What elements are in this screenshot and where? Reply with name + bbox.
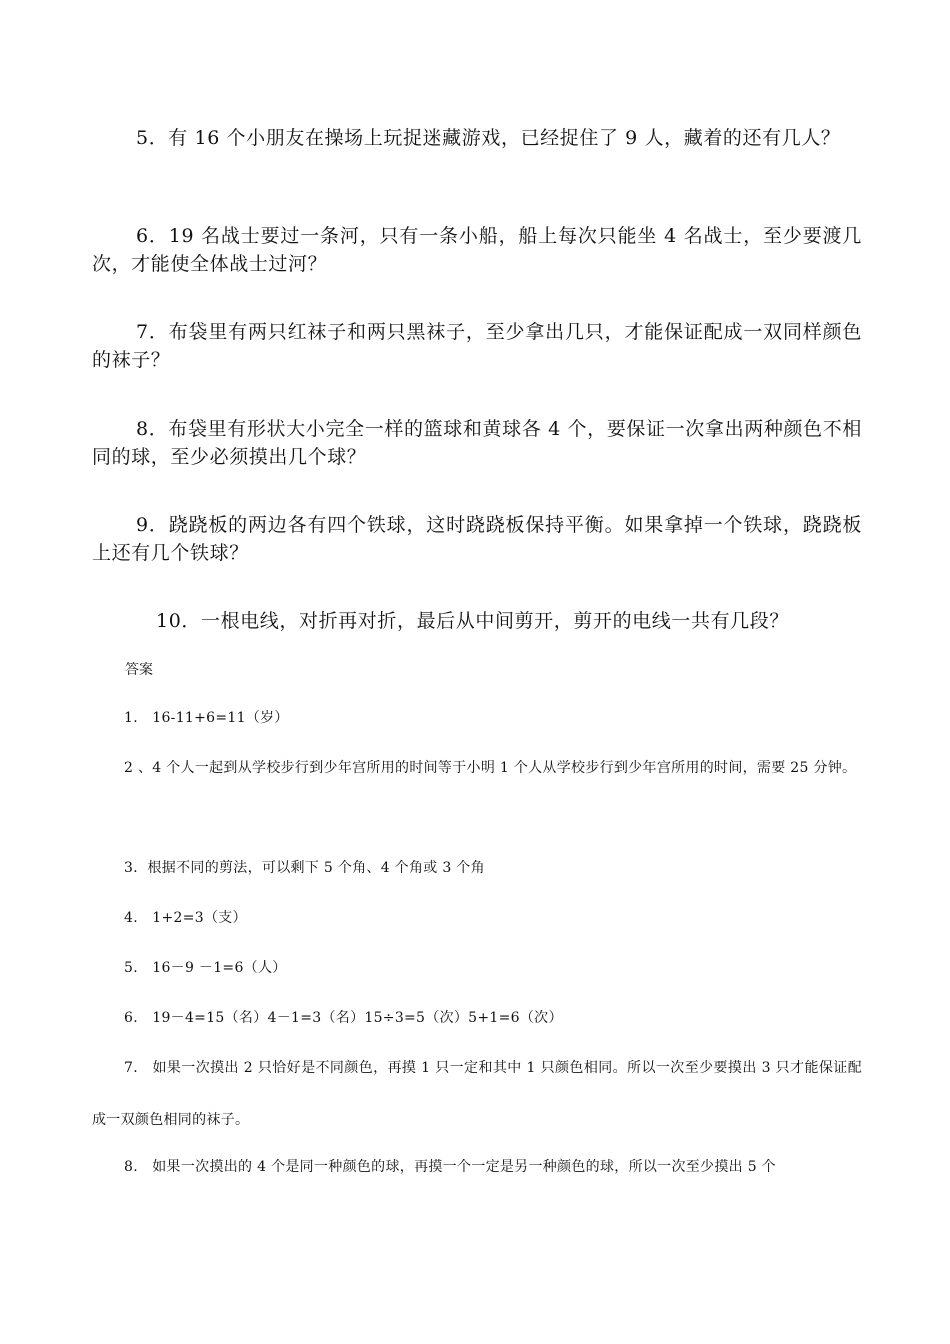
answer-7: 7. 如果一次摸出 2 只恰好是不同颜色，再摸 1 只一定和其中 1 只颜色相同。所以一次至少要摸出 3 只才能保证配成一双颜色相同的袜子。 <box>92 1060 862 1128</box>
question-9: 9．跷跷板的两边各有四个铁球，这时跷跷板保持平衡。如果拿掉一个铁球，跷跷板上还有几个铁球？ <box>92 514 862 564</box>
answer-6: 6. 19－4=15（名）4－1=3（名）15÷3=5（次）5+1=6（次） <box>124 1010 563 1026</box>
answer-4: 4. 1+2=3（支） <box>124 910 247 926</box>
answer-8: 8. 如果一次摸出的 4 个是同一种颜色的球，再摸一个一定是另一种颜色的球，所以一次至少摸出 5 个 <box>124 1159 776 1175</box>
question-10: 10．一根电线，对折再对折，最后从中间剪开，剪开的电线一共有几段？ <box>156 610 789 632</box>
answers-heading: 答案 <box>125 662 153 678</box>
question-8: 8．布袋里有形状大小完全一样的篮球和黄球各 4 个，要保证一次拿出两种颜色不相同的球，至少必须摸出几个球？ <box>92 418 862 468</box>
answer-1: 1. 16-11+6=11（岁） <box>124 710 289 726</box>
answer-2: 2 、4 个人一起到从学校步行到少年宫所用的时间等于小明 1 个人从学校步行到少年宫所用的时间，需要 25 分钟。 <box>124 760 857 776</box>
answer-3: 3．根据不同的剪法，可以剩下 5 个角、4 个角或 3 个角 <box>124 860 485 876</box>
question-6: 6．19 名战士要过一条河，只有一条小船，船上每次只能坐 4 名战士，至少要渡几次，才能使全体战士过河？ <box>92 225 862 275</box>
question-7: 7．布袋里有两只红袜子和两只黑袜子，至少拿出几只，才能保证配成一双同样颜色的袜子？ <box>92 321 862 371</box>
answer-5: 5. 16－9 －1=6（人） <box>124 960 287 976</box>
question-5: 5．有 16 个小朋友在操场上玩捉迷藏游戏，已经捉住了 9 人，藏着的还有几人？ <box>136 127 841 149</box>
